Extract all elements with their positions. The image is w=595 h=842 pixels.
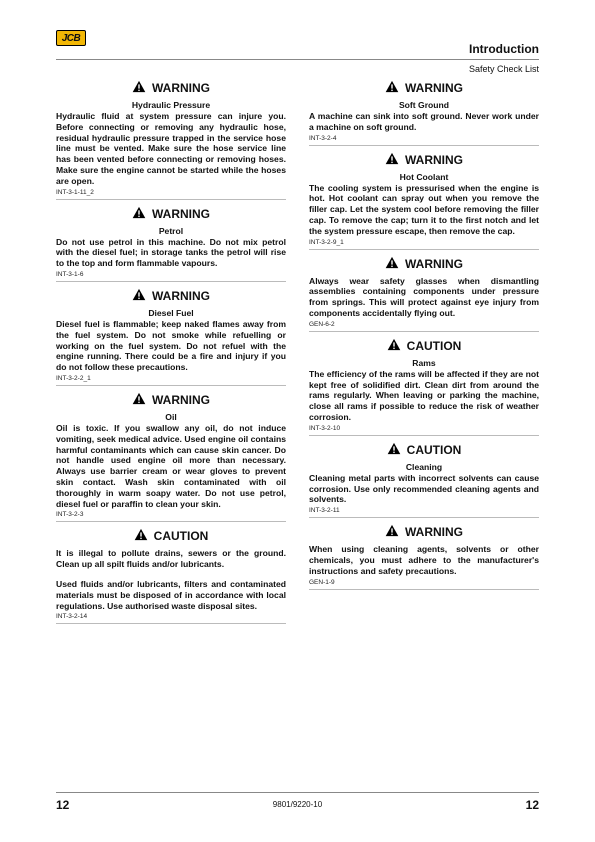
safety-notice (56, 288, 286, 386)
notice-body: Diesel fuel is flammable; keep naked flames away from the fuel system. Do not smoke while refuelling or working on the fuel system. Do not refuel with the engine running. There could be a fire and injury if you do not follow these precautions. (56, 318, 286, 373)
notice-body: Always wear safety glasses when dismantling assemblies containing components under pressure from springs. This will protect against eye injury from components accidentally flying out. (309, 275, 539, 318)
notice-heading-label: CAUTION (153, 529, 209, 544)
notice-title: Diesel Fuel (148, 307, 194, 318)
page-number-right: 12 (525, 798, 539, 812)
safety-notice (56, 80, 286, 200)
left-column (56, 80, 286, 630)
warning-triangle-icon (387, 442, 401, 458)
notice-heading-label: WARNING (405, 256, 463, 271)
safety-notice (56, 392, 286, 522)
notice-body: The cooling system is pressurised when the engine is hot. Hot coolant can spray out when you remove the filler cap. Let the system cool before removing the filler cap. To remove the cap; turn it to the first notch and let the system pressure escape, then remove the cap. (309, 182, 539, 236)
notice-body: It is illegal to pollute drains, sewers or the ground. Clean up all spilt fluids and/or lubricants. (56, 548, 286, 570)
warning-triangle-icon (385, 80, 399, 96)
notice-heading-label: WARNING (405, 152, 463, 167)
notice-body: A machine can sink into soft ground. Never work under a machine on soft ground. (309, 111, 539, 132)
notice-heading-label: WARNING (152, 206, 210, 221)
safety-notice (309, 524, 539, 589)
warning-triangle-icon (387, 338, 401, 354)
notice-title: Hydraulic Pressure (131, 100, 211, 110)
notice-heading (309, 338, 539, 354)
safety-notice (309, 338, 539, 436)
notice-reference: INT-3-2-4 (309, 135, 539, 146)
notice-title: Cleaning (405, 461, 443, 472)
safety-notice (56, 206, 286, 282)
safety-notice (309, 80, 539, 146)
notice-title: Soft Ground (398, 100, 450, 110)
notice-heading (309, 80, 539, 96)
notice-heading-label: CAUTION (406, 442, 462, 457)
footer-divider (56, 792, 539, 793)
notice-title: Oil (165, 411, 177, 422)
notice-heading-label: CAUTION (406, 338, 462, 353)
notice-reference: GEN-6-2 (309, 321, 539, 332)
notice-reference: INT-3-2-14 (56, 613, 286, 624)
notice-heading-label: WARNING (405, 81, 463, 95)
notice-reference: INT-3-2-9_1 (309, 239, 539, 250)
notice-reference: INT-3-1-6 (56, 271, 286, 282)
notice-heading (309, 256, 539, 272)
notice-heading (56, 80, 286, 96)
document-number: 9801/9220-10 (272, 800, 323, 809)
notice-heading (56, 206, 286, 222)
warning-triangle-icon (132, 80, 146, 96)
header-divider (56, 59, 539, 60)
safety-notice (56, 528, 286, 624)
notice-body: Oil is toxic. If you swallow any oil, do not induce vomiting, seek medical advice. Used engine oil contains harmful contaminants which can cause skin cancer. Do not handle used engine oil more than necessary. Always use barrier cream or wear gloves to prevent skin contact. Wash skin contaminated with oil thoroughly in warm soapy water. Do not use petrol, diesel fuel or paraffin to clean your skin. (56, 422, 286, 509)
notice-title: Petrol (158, 225, 184, 236)
notice-reference: INT-3-2-11 (309, 507, 539, 518)
warning-triangle-icon (134, 528, 148, 544)
section-title: Introduction (469, 42, 539, 56)
notice-heading (309, 442, 539, 458)
notice-reference: GEN-1-9 (309, 579, 539, 590)
notice-heading-label: WARNING (405, 525, 463, 540)
warning-triangle-icon (132, 288, 146, 304)
notice-heading-label: WARNING (152, 81, 210, 95)
notice-heading (56, 392, 286, 408)
notice-reference: INT-3-2-2_1 (56, 375, 286, 386)
notice-body: Cleaning metal parts with incorrect solvents can cause corrosion. Use only recommended cleaning agents and solvents. (309, 472, 539, 505)
notice-heading (309, 152, 539, 168)
warning-triangle-icon (132, 392, 146, 408)
notice-title: Rams (412, 357, 436, 368)
notice-heading-label: WARNING (152, 288, 210, 303)
right-column (309, 80, 539, 596)
notice-body: The efficiency of the rams will be affected if they are not kept free of solidified dirt. Clean dirt from around the rams regularly. When leaving or parking the machine, close all rams if possible to reduce the risk of weather corrosion. (309, 368, 539, 422)
notice-body: When using cleaning agents, solvents or other chemicals, you must adhere to the manufacturer's instructions and safety precautions. (309, 544, 539, 576)
jcb-logo: JCB (56, 30, 86, 46)
page-number-left: 12 (56, 798, 70, 812)
notice-reference: INT-3-2-3 (56, 511, 286, 522)
section-subtitle: Safety Check List (468, 64, 539, 74)
safety-notice (309, 152, 539, 250)
notice-heading (309, 524, 539, 540)
notice-body: Used fluids and/or lubricants, filters and contaminated materials must be disposed of in accordance with local regulations. Use authorised waste disposal sites. (56, 578, 286, 611)
notice-heading (56, 288, 286, 304)
warning-triangle-icon (132, 206, 146, 222)
safety-notice (309, 256, 539, 332)
notice-title: Hot Coolant (399, 171, 449, 182)
notice-reference: INT-3-2-10 (309, 425, 539, 436)
safety-notice (309, 442, 539, 518)
notice-body: Do not use petrol in this machine. Do not mix petrol with the diesel fuel; in storage tanks the petrol will rise to the top and form flammable vapours. (56, 236, 286, 269)
notice-reference: INT-3-1-11_2 (56, 189, 286, 200)
notice-heading (56, 528, 286, 544)
notice-heading-label: WARNING (152, 392, 210, 407)
warning-triangle-icon (385, 152, 399, 168)
warning-triangle-icon (385, 256, 399, 272)
notice-body: Hydraulic fluid at system pressure can injure you. Before connecting or removing any hydraulic hose, residual hydraulic pressure trapped in the service hose line must be vented. Make sure the hose service line has been vented before connecting or removing hoses. Make sure the engine cannot be started while the hoses are open. (56, 111, 286, 186)
warning-triangle-icon (385, 524, 399, 540)
